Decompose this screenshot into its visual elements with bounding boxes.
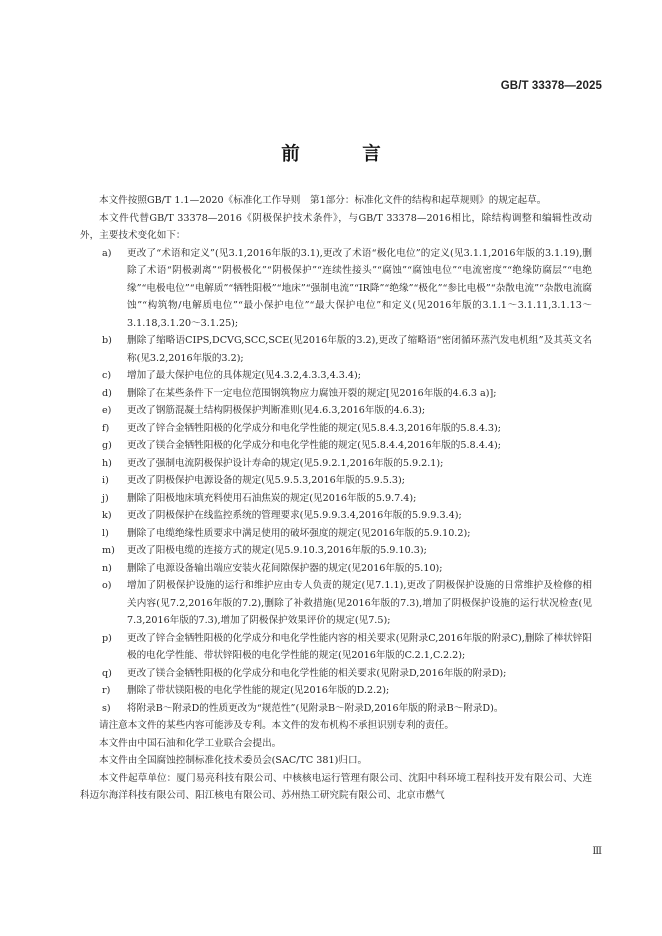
proposer-statement: 本文件由中国石油和化学工业联合会提出。 <box>99 737 282 749</box>
patent-notice: 请注意本文件的某些内容可能涉及专利。本文件的发布机构不承担识别专利的责任。 <box>99 720 454 731</box>
list-item <box>80 332 592 367</box>
list-item <box>80 577 592 630</box>
list-item <box>80 682 592 700</box>
list-item-text: 更改了锌合金牺牲阳极的化学成分和电化学性能内容的相关要求(见附录C,2016年版的附录C),删除了棒状锌阳极的电化学性能、带状锌阳极的电化学性能的规定(见2016年版的C.2.1,C.2.2); <box>127 632 592 661</box>
list-item-label: j) <box>102 492 109 504</box>
list-item <box>80 420 592 438</box>
list-item <box>80 472 592 490</box>
list-item <box>80 402 592 420</box>
list-item <box>80 630 592 665</box>
list-item-text: 删除了在某些条件下一定电位范围钢筑物应力腐蚀开裂的规定[见2016年版的4.6.3 a)]; <box>127 387 497 399</box>
list-item-label: h) <box>102 457 112 469</box>
list-item-text: 更改了强制电流阴极保护设计寿命的规定(见5.9.2.1,2016年版的5.9.2.1); <box>127 457 444 469</box>
list-item-label: l) <box>102 527 109 539</box>
list-item-label: b) <box>102 335 112 346</box>
list-item <box>80 490 592 508</box>
list-item <box>80 665 592 683</box>
list-item <box>80 700 592 718</box>
list-item-label: f) <box>102 422 110 434</box>
standard-code: GB/T 33378—2025 <box>500 80 602 92</box>
list-item-label: d) <box>102 387 112 399</box>
list-item <box>80 367 592 385</box>
list-item-label: o) <box>102 580 112 591</box>
list-item-text: 更改了阴极保护在线监控系统的管理要求(见5.9.9.3.4,2016年版的5.9.9.3.4); <box>127 510 462 521</box>
list-item-text: 更改了镁合金牺牲阳极的化学成分和电化学性能的相关要求(见附录D,2016年版的附录D); <box>127 667 507 679</box>
page-number: Ⅲ <box>592 846 602 857</box>
list-item <box>80 385 592 403</box>
foreword-body <box>80 192 592 805</box>
list-item-text: 更改了锌合金牺牲阳极的化学成分和电化学性能的规定(见5.8.4.3,2016年版的5.8.4.3); <box>127 422 501 434</box>
list-item <box>80 437 592 455</box>
list-item-text: 增加了最大保护电位的具体规定(见4.3.2,4.3.3,4.3.4); <box>127 370 361 381</box>
list-item-text: 删除了电源设备输出端应安装火花间隙保护器的规定(见2016年版的5.10); <box>127 562 443 574</box>
list-item <box>80 525 592 543</box>
list-item-text: 删除了带状镁阳极的电化学性能的规定(见2016年版的D.2.2); <box>127 685 390 696</box>
list-item-label: r) <box>102 685 111 696</box>
list-item-text: 更改了阳极电缆的连接方式的规定(见5.9.10.3,2016年版的5.9.10.3); <box>127 545 427 556</box>
intro-paragraph: 本文件代替GB/T 33378—2016《阴极保护技术条件》，与GB/T 33378—2016相比，除结构调整和编辑性改动外，主要技术变化如下： <box>80 212 592 241</box>
list-item-label: n) <box>102 562 112 574</box>
list-item <box>80 245 592 333</box>
list-item <box>80 455 592 473</box>
list-item-label: g) <box>102 440 112 451</box>
list-item-text: 将附录B～附录D的性质更改为“规范性”(见附录B～附录D,2016年版的附录B～附录D)。 <box>127 702 504 714</box>
list-item-label: p) <box>102 632 112 644</box>
list-item-text: 删除了电缆绝缘性质要求中满足使用的破坏强度的规定(见2016年版的5.9.10.2); <box>127 527 471 539</box>
list-item-label: s) <box>102 702 111 714</box>
list-item-text: 删除了阳极地床填充料使用石油焦炭的规定(见2016年版的5.9.7.4); <box>127 492 417 504</box>
list-item-label: q) <box>102 667 112 679</box>
list-item-text: 更改了阴极保护电源设备的规定(见5.9.5.3,2016年版的5.9.5.3); <box>127 475 405 486</box>
list-item-label: m) <box>102 545 115 556</box>
committee-statement: 本文件由全国腐蚀控制标准化技术委员会(SAC/TC 381)归口。 <box>99 755 368 766</box>
intro-paragraph: 本文件按照GB/T 1.1—2020《标准化工作导则 第1部分：标准化文件的结构和起草规则》的规定起草。 <box>99 195 547 206</box>
list-item <box>80 507 592 525</box>
list-item-text: 更改了“术语和定义”(见3.1,2016年版的3.1),更改了术语“极化电位”的定义(见3.1.1,2016年版的3.1.19),删除了术语“阴极剥离”“阴极极化”“阴极保护”“连续性接头”“腐蚀”“腐蚀电位”“电流密度”“绝缘防腐层”“电绝缘”“电极电位”“电解质”“牺牲阳极”“地床”“强制电流”“IR降”“绝缘”“极化”“参比电极”“杂散电流”“杂散电流腐蚀”“构筑物/电解质电位”“最小保护电位”“最大保护电位”和定义(见2016年版的3.1.1～3.1.11,3.1.13～3.1.18,3.1.20～3.1.25); <box>127 247 592 329</box>
list-item-text: 更改了镁合金牺牲阳极的化学成分和电化学性能的规定(见5.8.4.4,2016年版的5.8.4.4); <box>127 440 501 451</box>
list-item-label: a) <box>102 247 112 259</box>
changes-list <box>80 245 592 718</box>
list-item <box>80 560 592 578</box>
page-title: 前 言 <box>281 144 409 165</box>
list-item-label: i) <box>102 475 109 486</box>
drafting-units: 本文件起草单位：厦门易亮科技有限公司、中核核电运行管理有限公司、沈阳中科环境工程科技开发有限公司、大连科迈尔海洋科技有限公司、阳江核电有限公司、苏州热工研究院有限公司、北京市燃气 <box>80 772 592 801</box>
list-item-text: 删除了缩略语CIPS,DCVG,SCC,SCE(见2016年版的3.2),更改了缩略语“密闭循环蒸汽发电机组”及其英文名称(见3.2,2016年版的3.2); <box>127 335 592 364</box>
list-item-text: 增加了阴极保护设施的运行和维护应由专人负责的规定(见7.1.1),更改了阴极保护设施的日常维护及检修的相关内容(见7.2,2016年版的7.2),删除了补救措施(见2016年版的7.3),增加了阴极保护设施的运行状况检查(见7.3,2016年版的7.3),增加了阴极保护效果评价的规定(见7.5); <box>127 580 592 626</box>
list-item-label: e) <box>102 405 112 416</box>
list-item-label: c) <box>102 370 112 381</box>
list-item <box>80 542 592 560</box>
list-item-label: k) <box>102 510 112 521</box>
list-item-text: 更改了钢筋混凝土结构阴极保护判断准则(见4.6.3,2016年版的4.6.3); <box>127 405 426 416</box>
